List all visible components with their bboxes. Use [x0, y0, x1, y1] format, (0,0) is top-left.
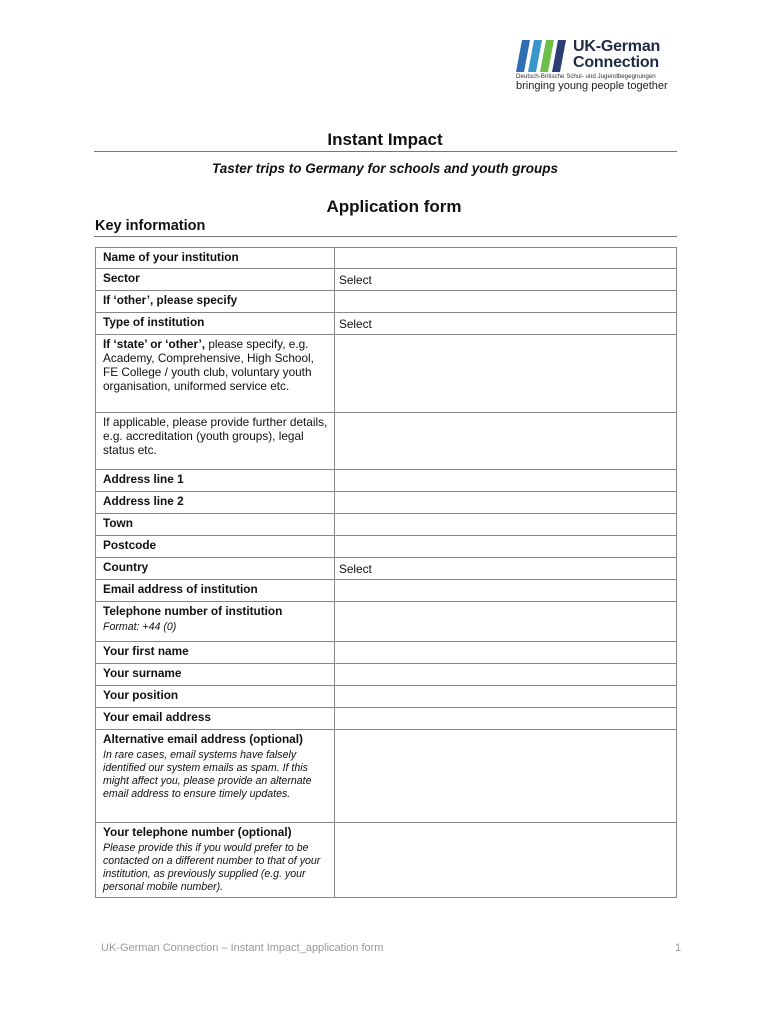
select-value: Select	[339, 273, 372, 287]
field-label: Address line 2	[103, 494, 184, 508]
input-field[interactable]	[335, 708, 677, 730]
field-label: Town	[103, 516, 133, 530]
field-label: Your telephone number (optional)	[103, 825, 292, 839]
input-field[interactable]	[335, 248, 677, 269]
field-label-cell	[96, 492, 335, 514]
input-field[interactable]	[335, 686, 677, 708]
field-label-text: If applicable, please provide further details, e.g. accreditation (youth groups), legal status etc.	[103, 415, 328, 457]
field-label: Telephone number of institution	[103, 604, 283, 618]
form-row	[96, 580, 677, 602]
input-field[interactable]	[335, 664, 677, 686]
form-row	[96, 335, 677, 413]
page-number: 1	[675, 942, 682, 954]
field-label-cell	[96, 664, 335, 686]
logo-bars-icon	[516, 40, 570, 72]
field-label-cell	[96, 536, 335, 558]
form-row	[96, 413, 677, 470]
form-row	[96, 492, 677, 514]
field-note: In rare cases, email systems have falsely identified our system emails as spam. If this might affect you, please provide an alternate email address to ensure timely updates.	[103, 749, 312, 800]
field-label-cell	[96, 335, 335, 413]
field-label: Email address of institution	[103, 582, 258, 596]
uk-german-connection-logo	[516, 38, 678, 94]
input-field[interactable]	[335, 335, 677, 413]
form-row	[96, 686, 677, 708]
field-label: If ‘other’, please specify	[103, 293, 238, 307]
select-dropdown[interactable]	[335, 269, 677, 291]
field-label-cell	[96, 686, 335, 708]
field-label: Name of your institution	[103, 250, 239, 264]
input-field[interactable]	[335, 514, 677, 536]
field-label-cell	[96, 514, 335, 536]
title-divider	[94, 151, 677, 152]
logo-tagline: bringing young people together	[516, 80, 668, 92]
select-dropdown[interactable]	[335, 313, 677, 335]
field-label-cell	[96, 730, 335, 823]
field-label: Country	[103, 560, 149, 574]
form-row	[96, 602, 677, 642]
key-information-table	[95, 247, 677, 898]
form-row	[96, 291, 677, 313]
field-label-cell	[96, 269, 335, 291]
field-note: Please provide this if you would prefer to be contacted on a different number to that of your institution, as previously supplied (e.g. your personal mobile number).	[103, 842, 321, 893]
form-row	[96, 642, 677, 664]
field-label: Your first name	[103, 644, 189, 658]
input-field[interactable]	[335, 536, 677, 558]
field-label: Your email address	[103, 710, 211, 724]
field-label: Address line 1	[103, 472, 184, 486]
form-row	[96, 823, 677, 898]
input-field[interactable]	[335, 602, 677, 642]
input-field[interactable]	[335, 642, 677, 664]
form-row	[96, 248, 677, 269]
form-heading: Application form	[326, 197, 462, 216]
input-field[interactable]	[335, 730, 677, 823]
field-label-cell	[96, 558, 335, 580]
select-value: Select	[339, 317, 372, 331]
field-label-cell	[96, 602, 335, 642]
field-label-cell	[96, 642, 335, 664]
logo-name-line1: UK-German	[573, 38, 661, 55]
form-row	[96, 536, 677, 558]
input-field[interactable]	[335, 492, 677, 514]
form-row	[96, 558, 677, 580]
field-label-bold: If ‘state’ or ‘other’,	[103, 337, 206, 351]
form-row	[96, 664, 677, 686]
document-subtitle: Taster trips to Germany for schools and youth groups	[211, 161, 559, 176]
field-label-cell	[96, 413, 335, 470]
field-label-cell	[96, 291, 335, 313]
field-label-cell	[96, 708, 335, 730]
input-field[interactable]	[335, 823, 677, 898]
field-note: Format: +44 (0)	[103, 621, 177, 633]
select-dropdown[interactable]	[335, 558, 677, 580]
input-field[interactable]	[335, 580, 677, 602]
field-label: Sector	[103, 271, 140, 285]
form-row	[96, 708, 677, 730]
field-label: Your position	[103, 688, 179, 702]
field-label: Your surname	[103, 666, 182, 680]
field-label: Alternative email address (optional)	[103, 732, 303, 746]
logo-subline: Deutsch-Britische Schul- und Jugendbegegnungen	[516, 73, 656, 80]
section-divider	[94, 236, 677, 237]
form-row	[96, 313, 677, 335]
field-label-cell	[96, 823, 335, 898]
field-label: Type of institution	[103, 315, 205, 329]
input-field[interactable]	[335, 291, 677, 313]
input-field[interactable]	[335, 413, 677, 470]
field-label-text: please specify, e.g. Academy, Comprehensive, High School, FE College / youth club, voluntary youth organisation, uniformed service etc.	[103, 337, 314, 393]
select-value: Select	[339, 562, 372, 576]
form-row	[96, 514, 677, 536]
field-label-cell	[96, 580, 335, 602]
form-row	[96, 470, 677, 492]
document-title: Instant Impact	[327, 130, 443, 149]
field-label-cell	[96, 470, 335, 492]
input-field[interactable]	[335, 470, 677, 492]
page-footer: UK-German Connection – Instant Impact_application form	[101, 942, 384, 954]
form-row	[96, 269, 677, 291]
logo-name-line2: Connection	[573, 54, 659, 71]
section-heading: Key information	[95, 218, 206, 234]
field-label: Postcode	[103, 538, 157, 552]
field-label-cell	[96, 313, 335, 335]
form-row	[96, 730, 677, 823]
field-label-cell	[96, 248, 335, 269]
